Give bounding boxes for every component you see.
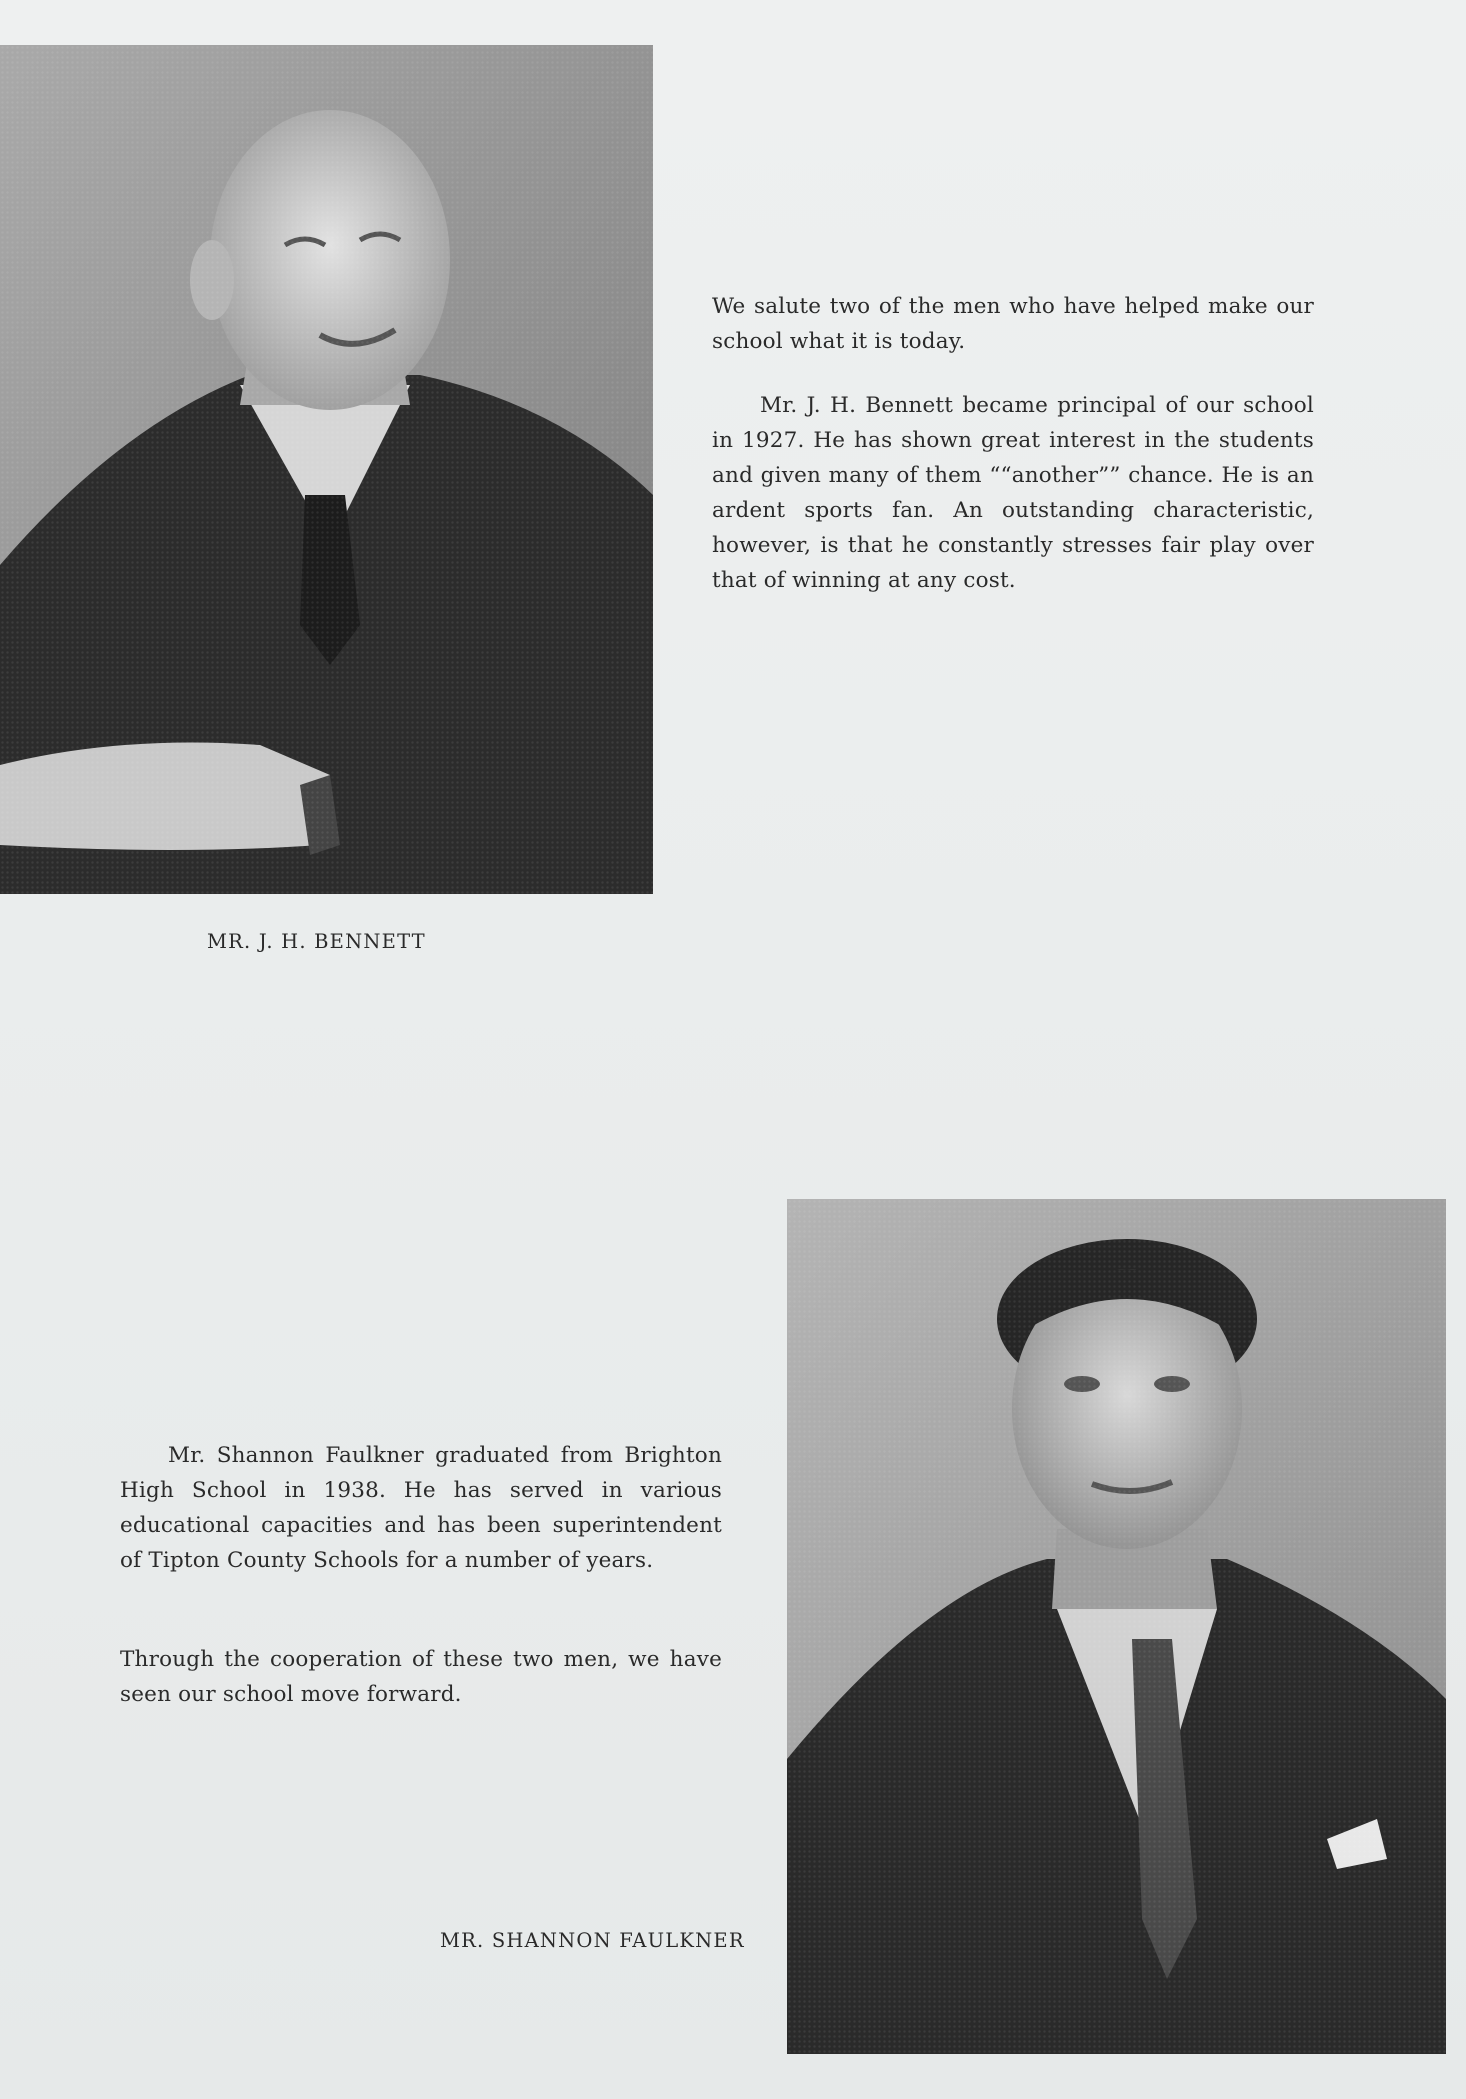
closing-paragraph-block [120,1642,722,1712]
closing-paragraph: Through the cooperation of these two men, we have seen our school move forward. [120,1647,722,1707]
bennett-bio-block [712,388,1314,598]
intro-paragraph: We salute two of the men who have helped make our school what it is today. [712,294,1314,354]
faulkner-bio-block [120,1438,722,1578]
faulkner-caption: MR. SHANNON FAULKNER [440,1929,745,1952]
bennett-caption: MR. J. H. BENNETT [207,930,426,953]
faulkner-portrait-photo [787,1199,1446,2054]
faulkner-portrait-image [787,1199,1446,2054]
bennett-portrait-image [0,45,653,894]
faulkner-bio-paragraph: Mr. Shannon Faulkner graduated from Brighton High School in 1938. He has served in various educational capacities and has been superintendent of Tipton County Schools for a number of years. [120,1443,722,1573]
bennett-portrait-photo [0,45,653,894]
bennett-bio-paragraph: Mr. J. H. Bennett became principal of our school in 1927. He has shown great interest in the students and given many of them ““another”” chance. He is an ardent sports fan. An outstanding characteristic, however, is that he constantly stresses fair play over that of winning at any cost. [712,393,1314,593]
intro-paragraph-block [712,289,1314,359]
